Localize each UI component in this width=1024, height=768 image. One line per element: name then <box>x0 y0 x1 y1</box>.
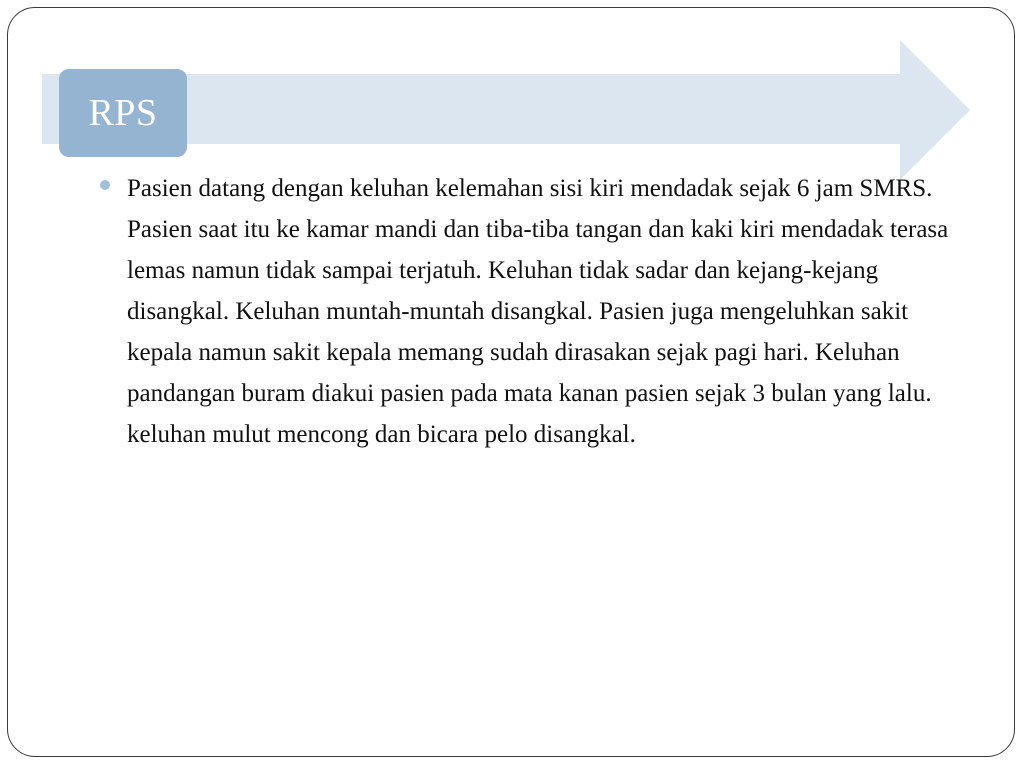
bullet-text: Pasien datang dengan keluhan kelemahan sisi kiri mendadak sejak 6 jam SMRS. Pasien saat itu ke kamar mandi dan tiba-tiba tangan dan kaki kiri mendadak terasa lemas namun tidak sampai terjatuh. Keluhan tidak sadar dan kejang-kejang disangkal. Keluhan muntah-muntah disangkal. Pasien juga mengeluhkan sakit kepala namun sakit kepala memang sudah dirasakan sejak pagi hari. Keluhan pandangan buram diakui pasien pada mata kanan pasien sejak 3 bulan yang lalu. keluhan mulut mencong dan bicara pelo disangkal. <box>127 175 949 448</box>
slide-body <box>100 168 960 455</box>
section-tag-label: RPS <box>88 92 158 134</box>
section-tag <box>59 69 187 157</box>
bullet-item <box>100 168 960 455</box>
bullet-dot-icon <box>100 180 110 190</box>
